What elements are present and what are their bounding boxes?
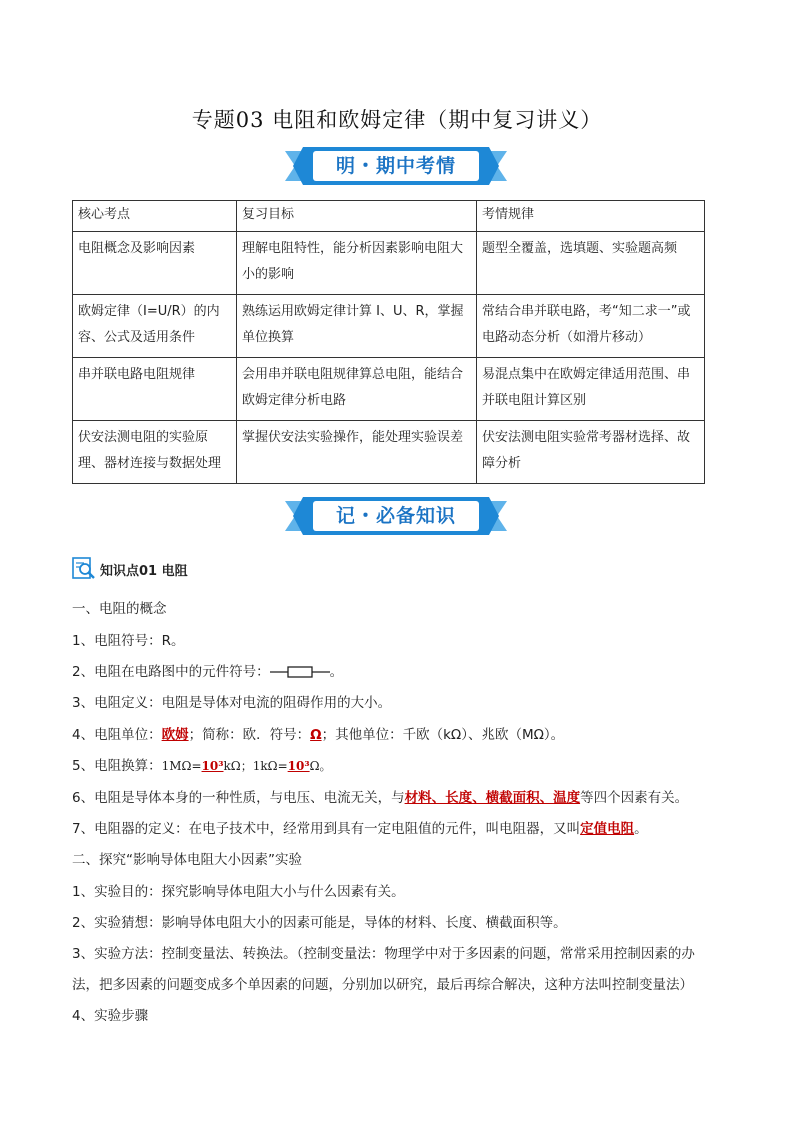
text-line: 3、实验方法：控制变量法、转换法。（控制变量法：物理学中对于多因素的问题，常常采用控制因素的办: [72, 946, 695, 962]
table-row: [73, 232, 705, 295]
answer-highlight: 10³: [287, 759, 310, 773]
text-span: Ω。: [309, 759, 332, 773]
magnifier-book-icon: [72, 556, 96, 580]
table-cell: 串并联电路电阻规律: [73, 358, 237, 421]
text-span: 2、电阻在电路图中的元件符号：: [72, 664, 270, 680]
table-cell: 常结合串并联电路，考“知二求一”或电路动态分析（如滑片移动）: [477, 295, 705, 358]
table-header-row: [73, 201, 705, 232]
table-cell: 掌握伏安法实验操作，能处理实验误差: [237, 421, 477, 484]
exam-trend-banner: [285, 147, 507, 185]
resistor-symbol-icon: [270, 665, 330, 679]
section-heading: 一、电阻的概念: [72, 601, 167, 617]
text-line: [72, 786, 732, 806]
text-line: [72, 754, 732, 774]
exam-overview-table: [72, 200, 705, 484]
text-span: 4、电阻单位：: [72, 727, 162, 743]
banner-title: 明・期中考情: [335, 155, 456, 177]
section-heading: 二、探究“影响导体电阻大小因素”实验: [72, 852, 302, 868]
text-span: 等四个因素有关。: [580, 790, 689, 806]
text-line: 法，把多因素的问题变成多个单因素的问题，分别加以研究，最后再综合解决，这种方法叫控制变量法）: [72, 977, 693, 993]
answer-highlight: 材料、长度、横截面积、温度: [404, 790, 581, 806]
text-span: 。: [329, 664, 344, 680]
text-span: 1MΩ=: [161, 759, 202, 773]
table-cell: 易混点集中在欧姆定律适用范围、串并联电阻计算区别: [477, 358, 705, 421]
table-header-cell: 考情规律: [477, 201, 705, 232]
text-line: 1、电阻符号：R。: [72, 633, 185, 649]
text-line: 4、实验步骤: [72, 1008, 149, 1024]
text-line: 1、实验目的：探究影响导体电阻大小与什么因素有关。: [72, 884, 405, 900]
text-span: 7、电阻器的定义：在电子技术中，经常用到具有一定电阻值的元件，叫电阻器，又叫: [72, 821, 581, 837]
table-header-cell: 核心考点: [73, 201, 237, 232]
knowledge-point-title: 知识点01 电阻: [100, 564, 188, 579]
text-line: [72, 723, 732, 743]
table-cell: 题型全覆盖，选填题、实验题高频: [477, 232, 705, 295]
table-cell: 欧姆定律（I=U/R）的内容、公式及适用条件: [73, 295, 237, 358]
text-span: 。: [634, 821, 648, 837]
table-row: [73, 421, 705, 484]
table-cell: 伏安法测电阻实验常考器材选择、故障分析: [477, 421, 705, 484]
text-line: 2、实验猜想：影响导体电阻大小的因素可能是，导体的材料、长度、横截面积等。: [72, 915, 567, 931]
answer-highlight: 欧姆: [161, 727, 189, 743]
text-span: ；简称：欧．符号：: [188, 727, 311, 743]
text-span: 5、电阻换算：: [72, 758, 162, 774]
table-cell: 电阻概念及影响因素: [73, 232, 237, 295]
table-cell: 理解电阻特性，能分析因素影响电阻大小的影响: [237, 232, 477, 295]
text-span: kΩ；1kΩ=: [223, 759, 288, 773]
table-row: [73, 358, 705, 421]
knowledge-banner: [285, 497, 507, 535]
text-line: [72, 817, 732, 837]
banner-title: 记・必备知识: [335, 505, 456, 527]
answer-highlight: 10³: [201, 759, 224, 773]
text-line: 3、电阻定义：电阻是导体对电流的阻碍作用的大小。: [72, 695, 392, 711]
table-row: [73, 295, 705, 358]
text-span: 6、电阻是导体本身的一种性质，与电压、电流无关，与: [72, 790, 405, 806]
page-title: 专题03 电阻和欧姆定律（期中复习讲义）: [191, 108, 603, 132]
table-cell: 会用串并联电阻规律算总电阻，能结合欧姆定律分析电路: [237, 358, 477, 421]
answer-highlight: Ω: [310, 727, 322, 743]
text-span: ；其他单位：千欧（kΩ）、兆欧（MΩ）。: [321, 727, 565, 743]
text-line: [72, 660, 732, 680]
table-cell: 伏安法测电阻的实验原理、器材连接与数据处理: [73, 421, 237, 484]
table-header-cell: 复习目标: [237, 201, 477, 232]
table-cell: 熟练运用欧姆定律计算 I、U、R，掌握单位换算: [237, 295, 477, 358]
answer-highlight: 定值电阻: [580, 821, 635, 837]
